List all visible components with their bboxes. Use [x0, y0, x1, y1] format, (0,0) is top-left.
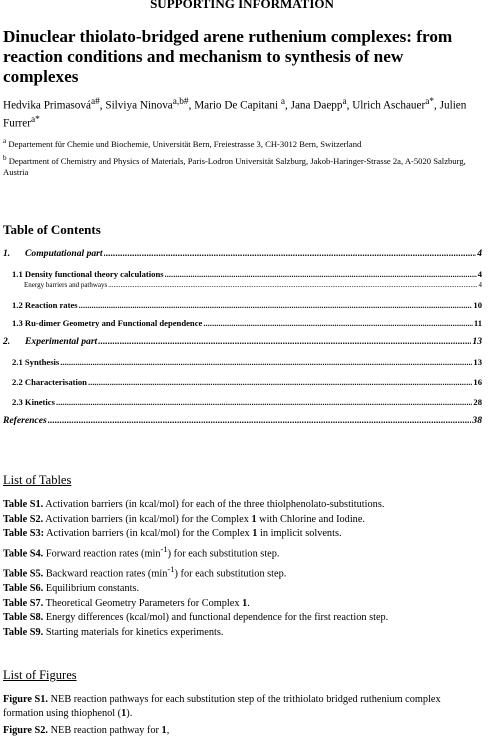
toc-entry-computational[interactable]: 1. Computational part ..... 4 [2, 248, 482, 260]
list-of-figures [2, 693, 482, 738]
table-entry[interactable]: Table S1. Activation barriers (in kcal/mol) for each of the three thiolphenolato-substitutions. [3, 499, 385, 511]
toc-entry-ru-dimer[interactable]: 1.3 Ru-dimer Geometry and Functional dependence ..... 11 [2, 318, 482, 329]
table-of-contents [2, 248, 482, 427]
figure-entry[interactable]: Figure S1. NEB reaction pathways for each substitution step of the trithiolato bridged ruthenium complex formation using thiophenol (1). [3, 694, 441, 720]
table-entry[interactable]: Table S4. Forward reaction rates $(\min^{-1})$ for each substitution step. [3, 543, 280, 560]
toc-entry-dft[interactable]: 1.1 Density functional theory calculations ..... 4 [2, 269, 482, 280]
list-of-tables [2, 498, 482, 640]
figure-entry[interactable]: Figure S2. NEB reaction pathway for 1, [3, 725, 170, 737]
toc-entry-kinetics[interactable]: 2.3 Kinetics ..... 28 [2, 397, 482, 408]
list-of-tables-heading: List of Tables [3, 473, 72, 488]
toc-entry-characterisation[interactable]: 2.2 Characterisation ..... 16 [2, 377, 482, 388]
toc-entry-references[interactable]: References ..... 38 [2, 415, 482, 427]
toc-entry-reaction-rates[interactable]: 1.2 Reaction rates ..... 10 [2, 300, 482, 311]
table-entry[interactable]: Table S3: Activation barriers (in kcal/mol) for the Complex 1 in implicit solvents. [3, 528, 342, 540]
affiliation-a: $^a$ Departement für Chemie und Biochemie, Universität Bern, Freiestrasse 3, CH-3012 Bern, Switzerland [3, 137, 362, 150]
table-entry[interactable]: Table S7. Theoretical Geometry Parameters for Complex 1. [3, 597, 250, 609]
toc-entry-synthesis[interactable]: 2.1 Synthesis ..... 13 [2, 357, 482, 368]
table-entry[interactable]: Table S8. Energy differences (kcal/mol) and functional dependence for the first reaction step. [3, 612, 389, 624]
table-entry[interactable]: Table S5. Backward reaction rates $(\min^{-1})$ for each substitution step. [3, 563, 287, 580]
author-list: Hedvika Primasová$^{a\#}$, Silviya Ninova$^{a,b\#}$, Mario De Capitani $^a$, Jana Daepp$^a$, Ulrich Aschauer$^{a*}$, Julien Furrer$^{a*}$ [3, 97, 467, 130]
toc-entry-energy-barriers[interactable]: Energy barriers and pathways ..... 4 [2, 281, 482, 290]
toc-heading: Table of Contents [3, 222, 101, 238]
list-of-figures-heading: List of Figures [3, 668, 77, 683]
paper-title: Dinuclear thiolato-bridged arene ruthenium complexes: from reaction conditions and mechanism to synthesis of new complexes [3, 27, 453, 86]
toc-entry-experimental[interactable]: 2. Experimental part ..... 13 [2, 336, 482, 348]
table-entry[interactable]: Table S2. Activation barriers (in kcal/mol) for the Complex 1 with Chlorine and Iodine. [3, 513, 365, 525]
affiliation-b: $^b$ Department of Chemistry and Physics of Materials, Paris-Lodron Universität Salzburg, Jakob-Haringer-Strasse 2a, A-5020 Salzburg, Austria [3, 154, 466, 178]
table-entry[interactable]: Table S6. Equilibrium constants. [3, 583, 140, 594]
supporting-information-heading: SUPPORTING INFORMATION [150, 0, 334, 11]
table-entry[interactable]: Table S9. Starting materials for kinetics experiments. [3, 626, 224, 638]
